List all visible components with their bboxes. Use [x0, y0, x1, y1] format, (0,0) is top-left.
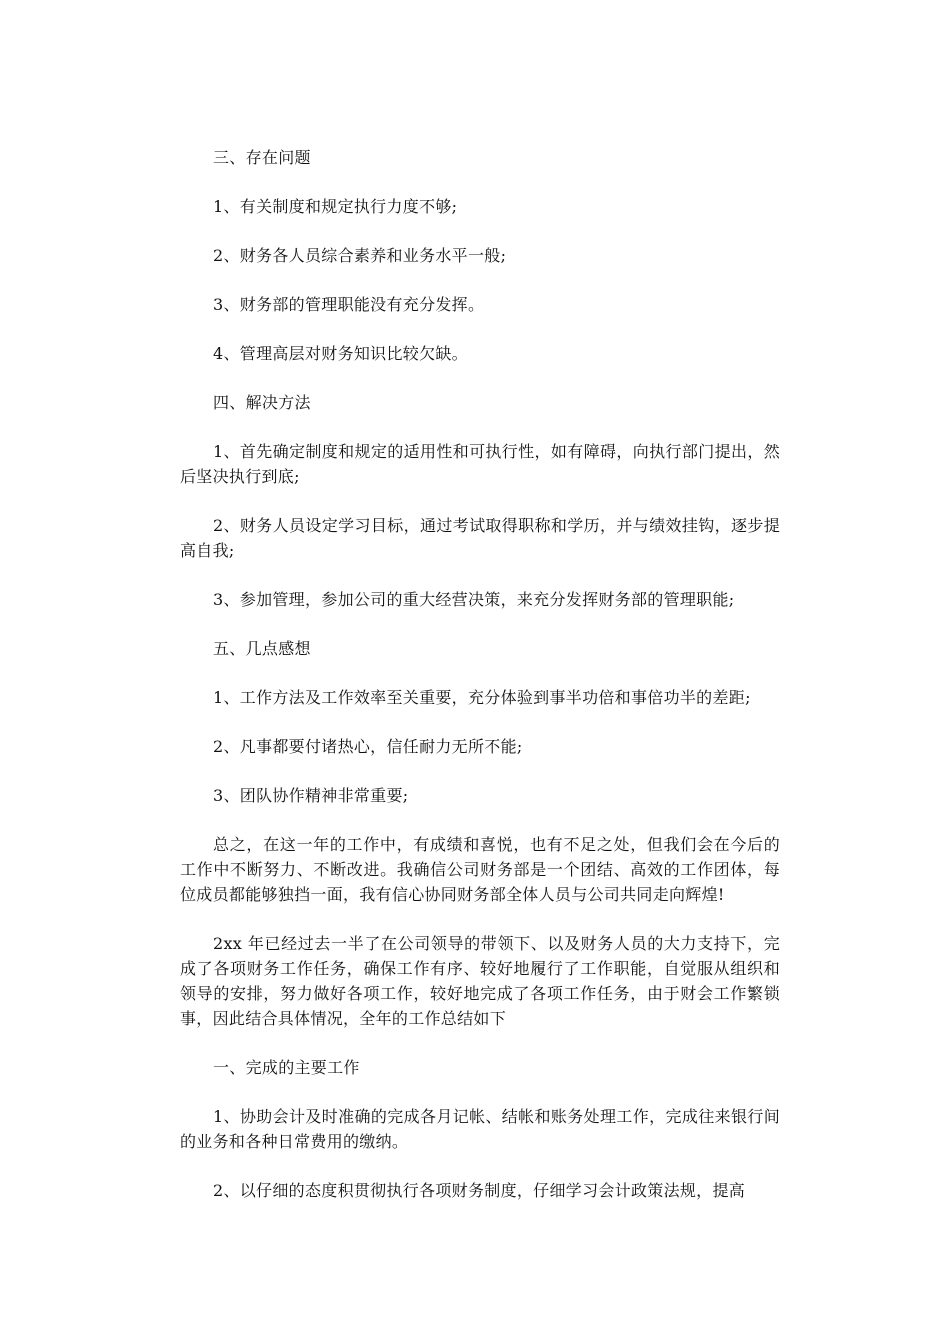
section-heading-reflections: 五、几点感想 — [213, 639, 311, 658]
reflection-item-2: 2、凡事都要付诸热心，信任耐力无所不能; — [213, 737, 523, 756]
section-heading-solutions: 四、解决方法 — [213, 393, 311, 412]
section-heading-main-work: 一、完成的主要工作 — [213, 1058, 360, 1077]
problem-item-2: 2、财务各人员综合素养和业务水平一般; — [213, 246, 507, 265]
solution-item-1: 1、首先确定制度和规定的适用性和可执行性，如有障碍，向执行部门提出，然后坚决执行到底; — [180, 442, 780, 486]
document-body — [180, 145, 780, 1227]
problem-item-1: 1、有关制度和规定执行力度不够; — [213, 197, 458, 216]
reflection-item-1: 1、工作方法及工作效率至关重要，充分体验到事半功倍和事倍功半的差距; — [213, 688, 751, 707]
solution-item-2: 2、财务人员设定学习目标，通过考试取得职称和学历，并与绩效挂钩，逐步提高自我; — [180, 516, 780, 560]
problem-item-3: 3、财务部的管理职能没有充分发挥。 — [213, 295, 485, 314]
reflection-item-3: 3、团队协作精神非常重要; — [213, 786, 409, 805]
section-heading-problems: 三、存在问题 — [213, 148, 311, 167]
main-work-item-2: 2、以仔细的态度积贯彻执行各项财务制度，仔细学习会计政策法规，提高 — [213, 1181, 746, 1200]
solution-item-3: 3、参加管理，参加公司的重大经营决策，来充分发挥财务部的管理职能; — [213, 590, 735, 609]
main-work-item-1: 1、协助会计及时准确的完成各月记帐、结帐和账务处理工作，完成往来银行间的业务和各种日常费用的缴纳。 — [180, 1107, 780, 1151]
summary-paragraph: 总之，在这一年的工作中，有成绩和喜悦，也有不足之处，但我们会在今后的工作中不断努力、不断改进。我确信公司财务部是一个团结、高效的工作团体，每位成员都能够独挡一面，我有信心协同财务部全体人员与公司共同走向辉煌! — [180, 835, 780, 904]
problem-item-4: 4、管理高层对财务知识比较欠缺。 — [213, 344, 468, 363]
intro-paragraph: 2xx 年已经过去一半了在公司领导的带领下、以及财务人员的大力支持下，完成了各项财务工作任务，确保工作有序、较好地履行了工作职能，自觉服从组织和领导的安排，努力做好各项工作，较好地完成了各项工作任务，由于财会工作繁锁事，因此结合具体情况，全年的工作总结如下 — [180, 934, 780, 1028]
